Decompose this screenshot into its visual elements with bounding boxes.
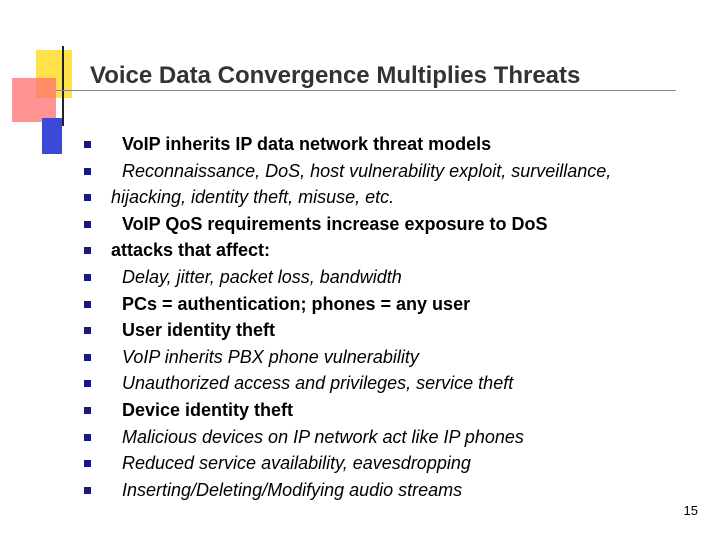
square-bullet-icon <box>84 274 91 281</box>
bullet-text: VoIP inherits IP data network threat models <box>122 134 492 154</box>
page-number: 15 <box>683 503 698 518</box>
bullet-text: PCs = authentication; phones = any user <box>122 293 471 314</box>
square-bullet-icon <box>84 460 91 467</box>
square-bullet-icon <box>84 380 91 387</box>
vertical-rule <box>62 46 64 126</box>
bullet-text: hijacking, identity theft, misuse, etc. <box>111 187 395 208</box>
bullet-text: Reconnaissance, DoS, host vulnerability exploit, surveillance, <box>122 160 612 181</box>
red-square-decoration <box>12 78 56 122</box>
slide-title: Voice Data Convergence Multiplies Threats <box>90 62 581 89</box>
bullet-text: Device identity theft <box>122 399 294 420</box>
bullet-text: VoIP inherits PBX phone vulnerability <box>122 346 419 367</box>
square-bullet-icon <box>84 407 91 414</box>
square-bullet-icon <box>84 354 91 361</box>
bullet-text: Reduced service availability, eavesdropping <box>122 453 471 474</box>
square-bullet-icon <box>84 194 91 201</box>
square-bullet-icon <box>84 434 91 441</box>
bullet-text: Malicious devices on IP network act like IP phones <box>122 426 524 447</box>
bullet-text: attacks that affect: <box>111 240 271 261</box>
blue-square-decoration <box>42 118 62 154</box>
title-underline <box>56 90 676 91</box>
square-bullet-icon <box>84 301 91 308</box>
bullet-text: Delay, jitter, packet loss, bandwidth <box>122 266 402 287</box>
square-bullet-icon <box>84 168 91 175</box>
square-bullet-icon <box>84 247 91 254</box>
bullet-text: Inserting/Deleting/Modifying audio streams <box>122 479 463 500</box>
square-bullet-icon <box>84 487 91 494</box>
square-bullet-icon <box>84 141 91 148</box>
square-bullet-icon <box>84 221 91 228</box>
bullet-text: User identity theft <box>122 320 276 341</box>
bullet-text: Unauthorized access and privileges, service theft <box>122 373 514 394</box>
square-bullet-icon <box>84 327 91 334</box>
bullet-text: VoIP QoS requirements increase exposure to DoS <box>122 213 548 234</box>
